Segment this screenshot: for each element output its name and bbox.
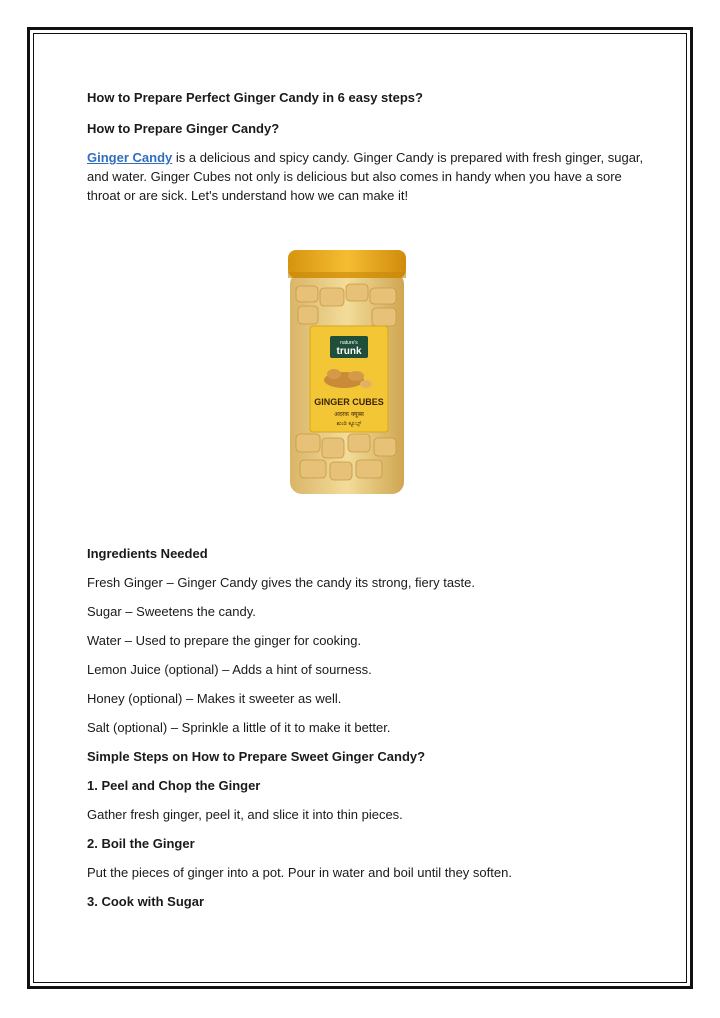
document-subtitle: How to Prepare Ginger Candy? <box>87 121 280 136</box>
ingredient-item: Honey (optional) – Makes it sweeter as well. <box>87 691 342 706</box>
step-text: Put the pieces of ginger into a pot. Pour in water and boil until they soften. <box>87 865 512 880</box>
ginger-cubes-jar-image <box>286 248 408 496</box>
svg-text:GINGER CUBES: GINGER CUBES <box>314 397 384 407</box>
svg-text:अदरक क्यूब्स: अदरक क्यूब्स <box>334 411 364 418</box>
svg-text:ಶುಂಠಿ ಕ್ಯೂಬ್ಸ್: ಶುಂಠಿ ಕ್ಯೂಬ್ಸ್ <box>336 421 362 427</box>
ingredient-item: Water – Used to prepare the ginger for cooking. <box>87 633 362 648</box>
ingredients-section <box>87 544 647 921</box>
intro-text: is a delicious and spicy candy. Ginger Candy is prepared with fresh ginger, sugar, and water. Ginger Cubes not only is delicious but also comes in handy when you have a sore throat or are sick. Let's understand how we can make it! <box>87 150 644 203</box>
step-title: 1. Peel and Chop the Ginger <box>87 778 261 793</box>
ingredient-item: Salt (optional) – Sprinkle a little of it to make it better. <box>87 720 391 735</box>
document-body <box>87 88 647 205</box>
jar-illustration <box>286 248 408 496</box>
ingredients-heading: Ingredients Needed <box>87 546 208 561</box>
step-title: 2. Boil the Ginger <box>87 836 195 851</box>
intro-paragraph <box>87 148 647 205</box>
ginger-candy-link[interactable]: Ginger Candy <box>87 150 173 165</box>
step-text: Gather fresh ginger, peel it, and slice it into thin pieces. <box>87 807 403 822</box>
step-title: 3. Cook with Sugar <box>87 894 205 909</box>
steps-heading: Simple Steps on How to Prepare Sweet Ginger Candy? <box>87 749 426 764</box>
ingredient-item: Fresh Ginger – Ginger Candy gives the candy its strong, fiery taste. <box>87 575 476 590</box>
svg-text:nature's: nature's <box>340 340 358 346</box>
ingredient-item: Lemon Juice (optional) – Adds a hint of sourness. <box>87 662 372 677</box>
document-title: How to Prepare Perfect Ginger Candy in 6 easy steps? <box>87 90 423 105</box>
svg-text:trunk: trunk <box>336 346 362 357</box>
ingredient-item: Sugar – Sweetens the candy. <box>87 604 256 619</box>
